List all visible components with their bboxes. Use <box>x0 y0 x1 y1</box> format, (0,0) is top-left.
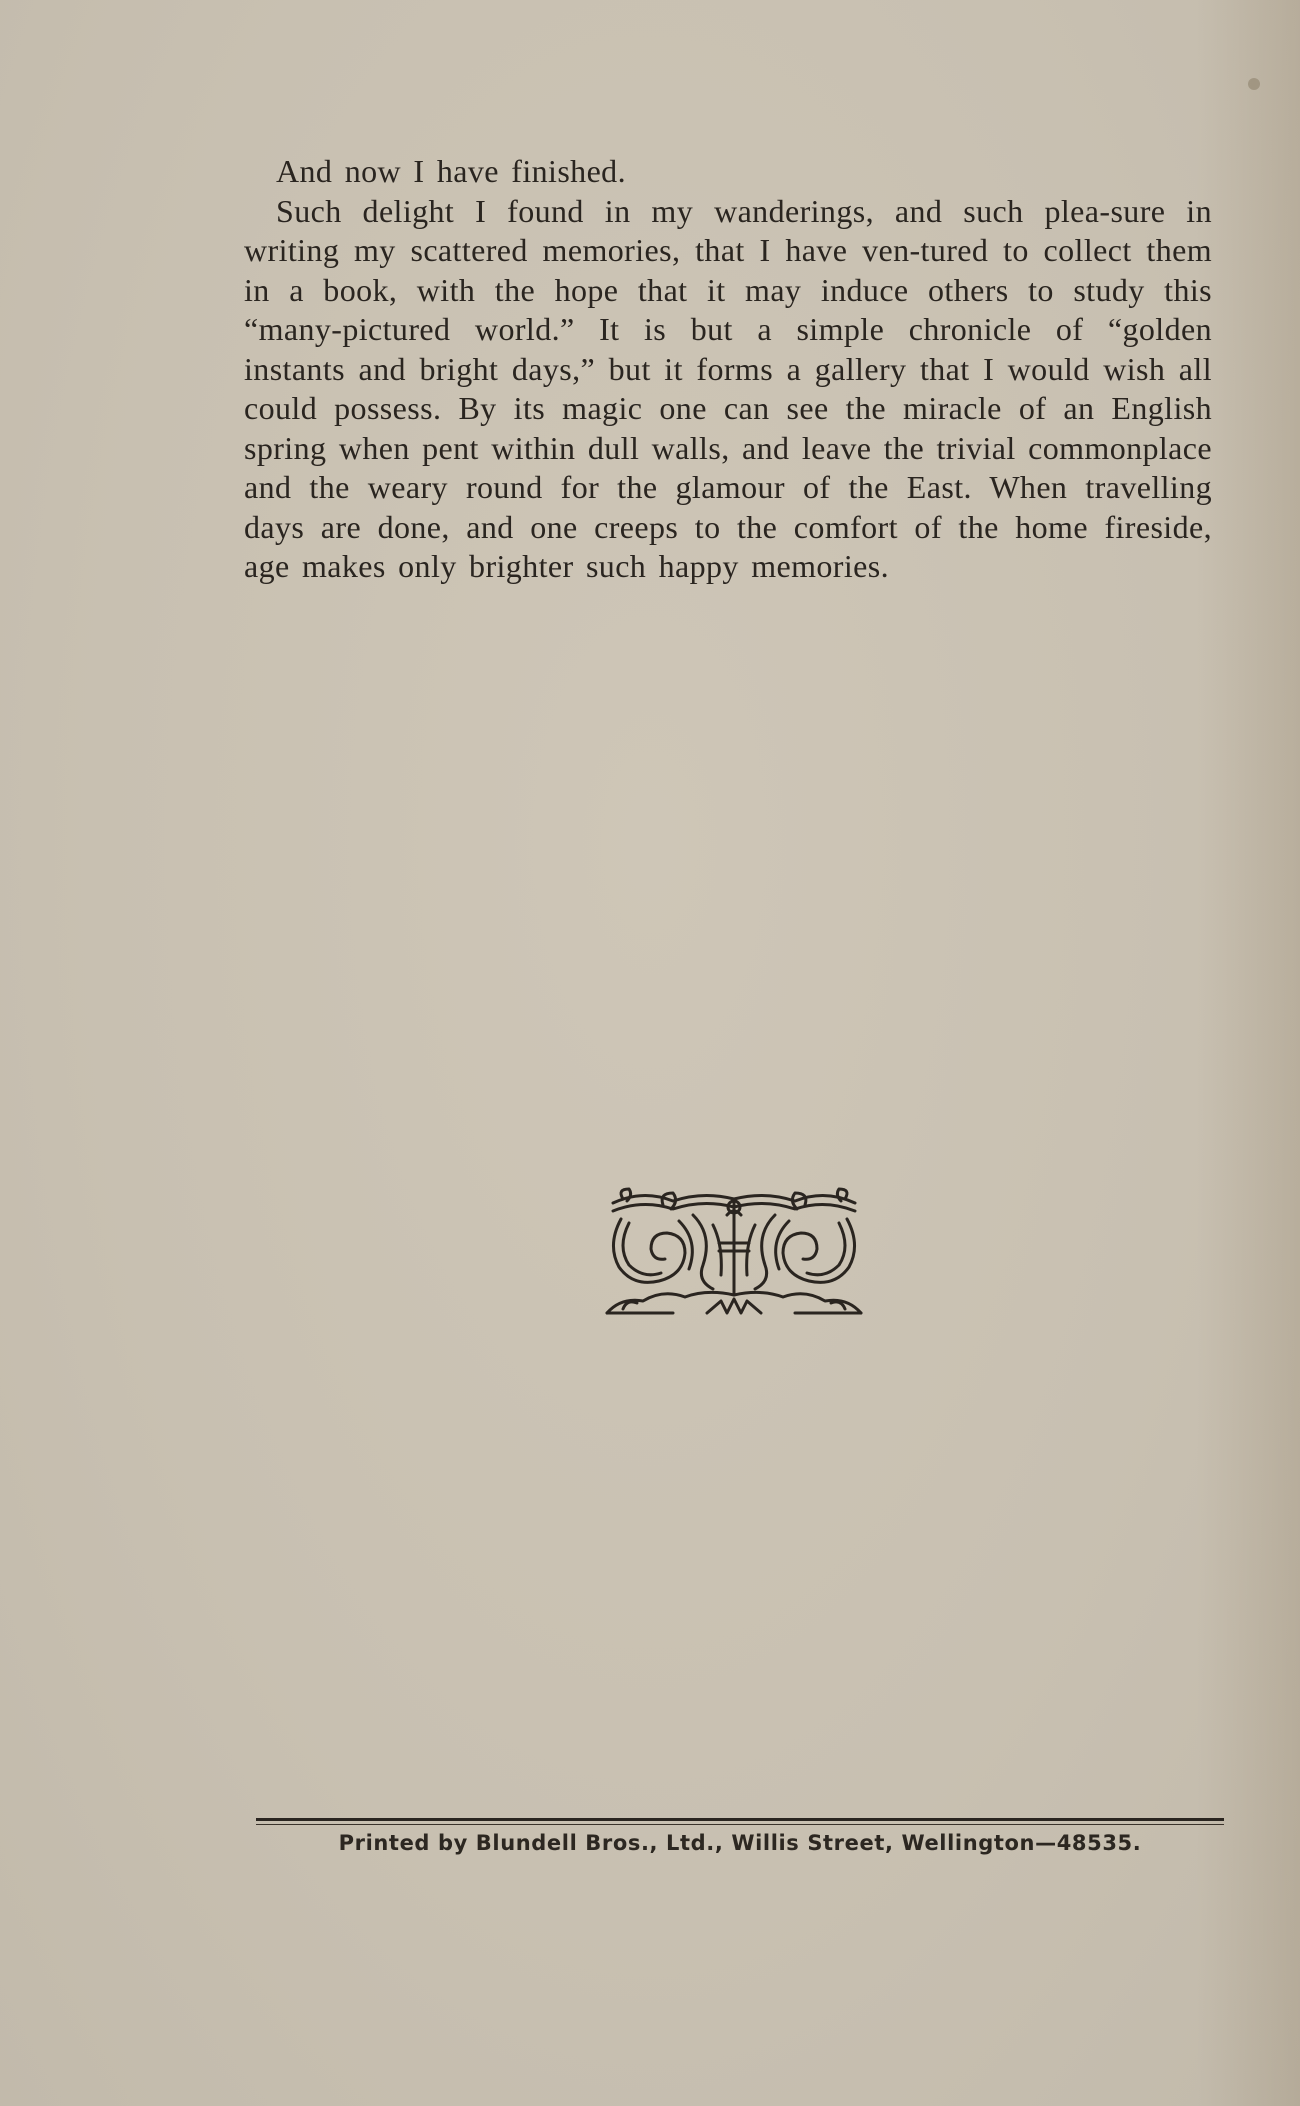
paragraph-main: Such delight I found in my wanderings, and such plea-sure in writing my scattered memories, that I have ven-tured to collect them in a book, with the hope that it may induce others to study this “many-pictured world.” It is but a simple chronicle of “golden instants and bright days,” but it forms a gallery that I would wish all could possess. By its magic one can see the miracle of an English spring when pent within dull walls, and leave the trivial commonplace and the weary round for the glamour of the East. When travelling days are done, and one creeps to the comfort of the home fireside, age makes only brighter such happy memories. <box>244 192 1212 584</box>
closing-text <box>244 152 1212 587</box>
imprint-rule-thick <box>256 1818 1224 1821</box>
printer-imprint: Printed by Blundell Bros., Ltd., Willis Street, Wellington—48535. <box>338 1831 1142 1855</box>
paper-stain <box>1248 78 1260 90</box>
imprint-rule-thin <box>256 1824 1224 1825</box>
floral-ornament-icon <box>603 1185 865 1319</box>
paragraph-first: And now I have finished. <box>276 153 626 189</box>
